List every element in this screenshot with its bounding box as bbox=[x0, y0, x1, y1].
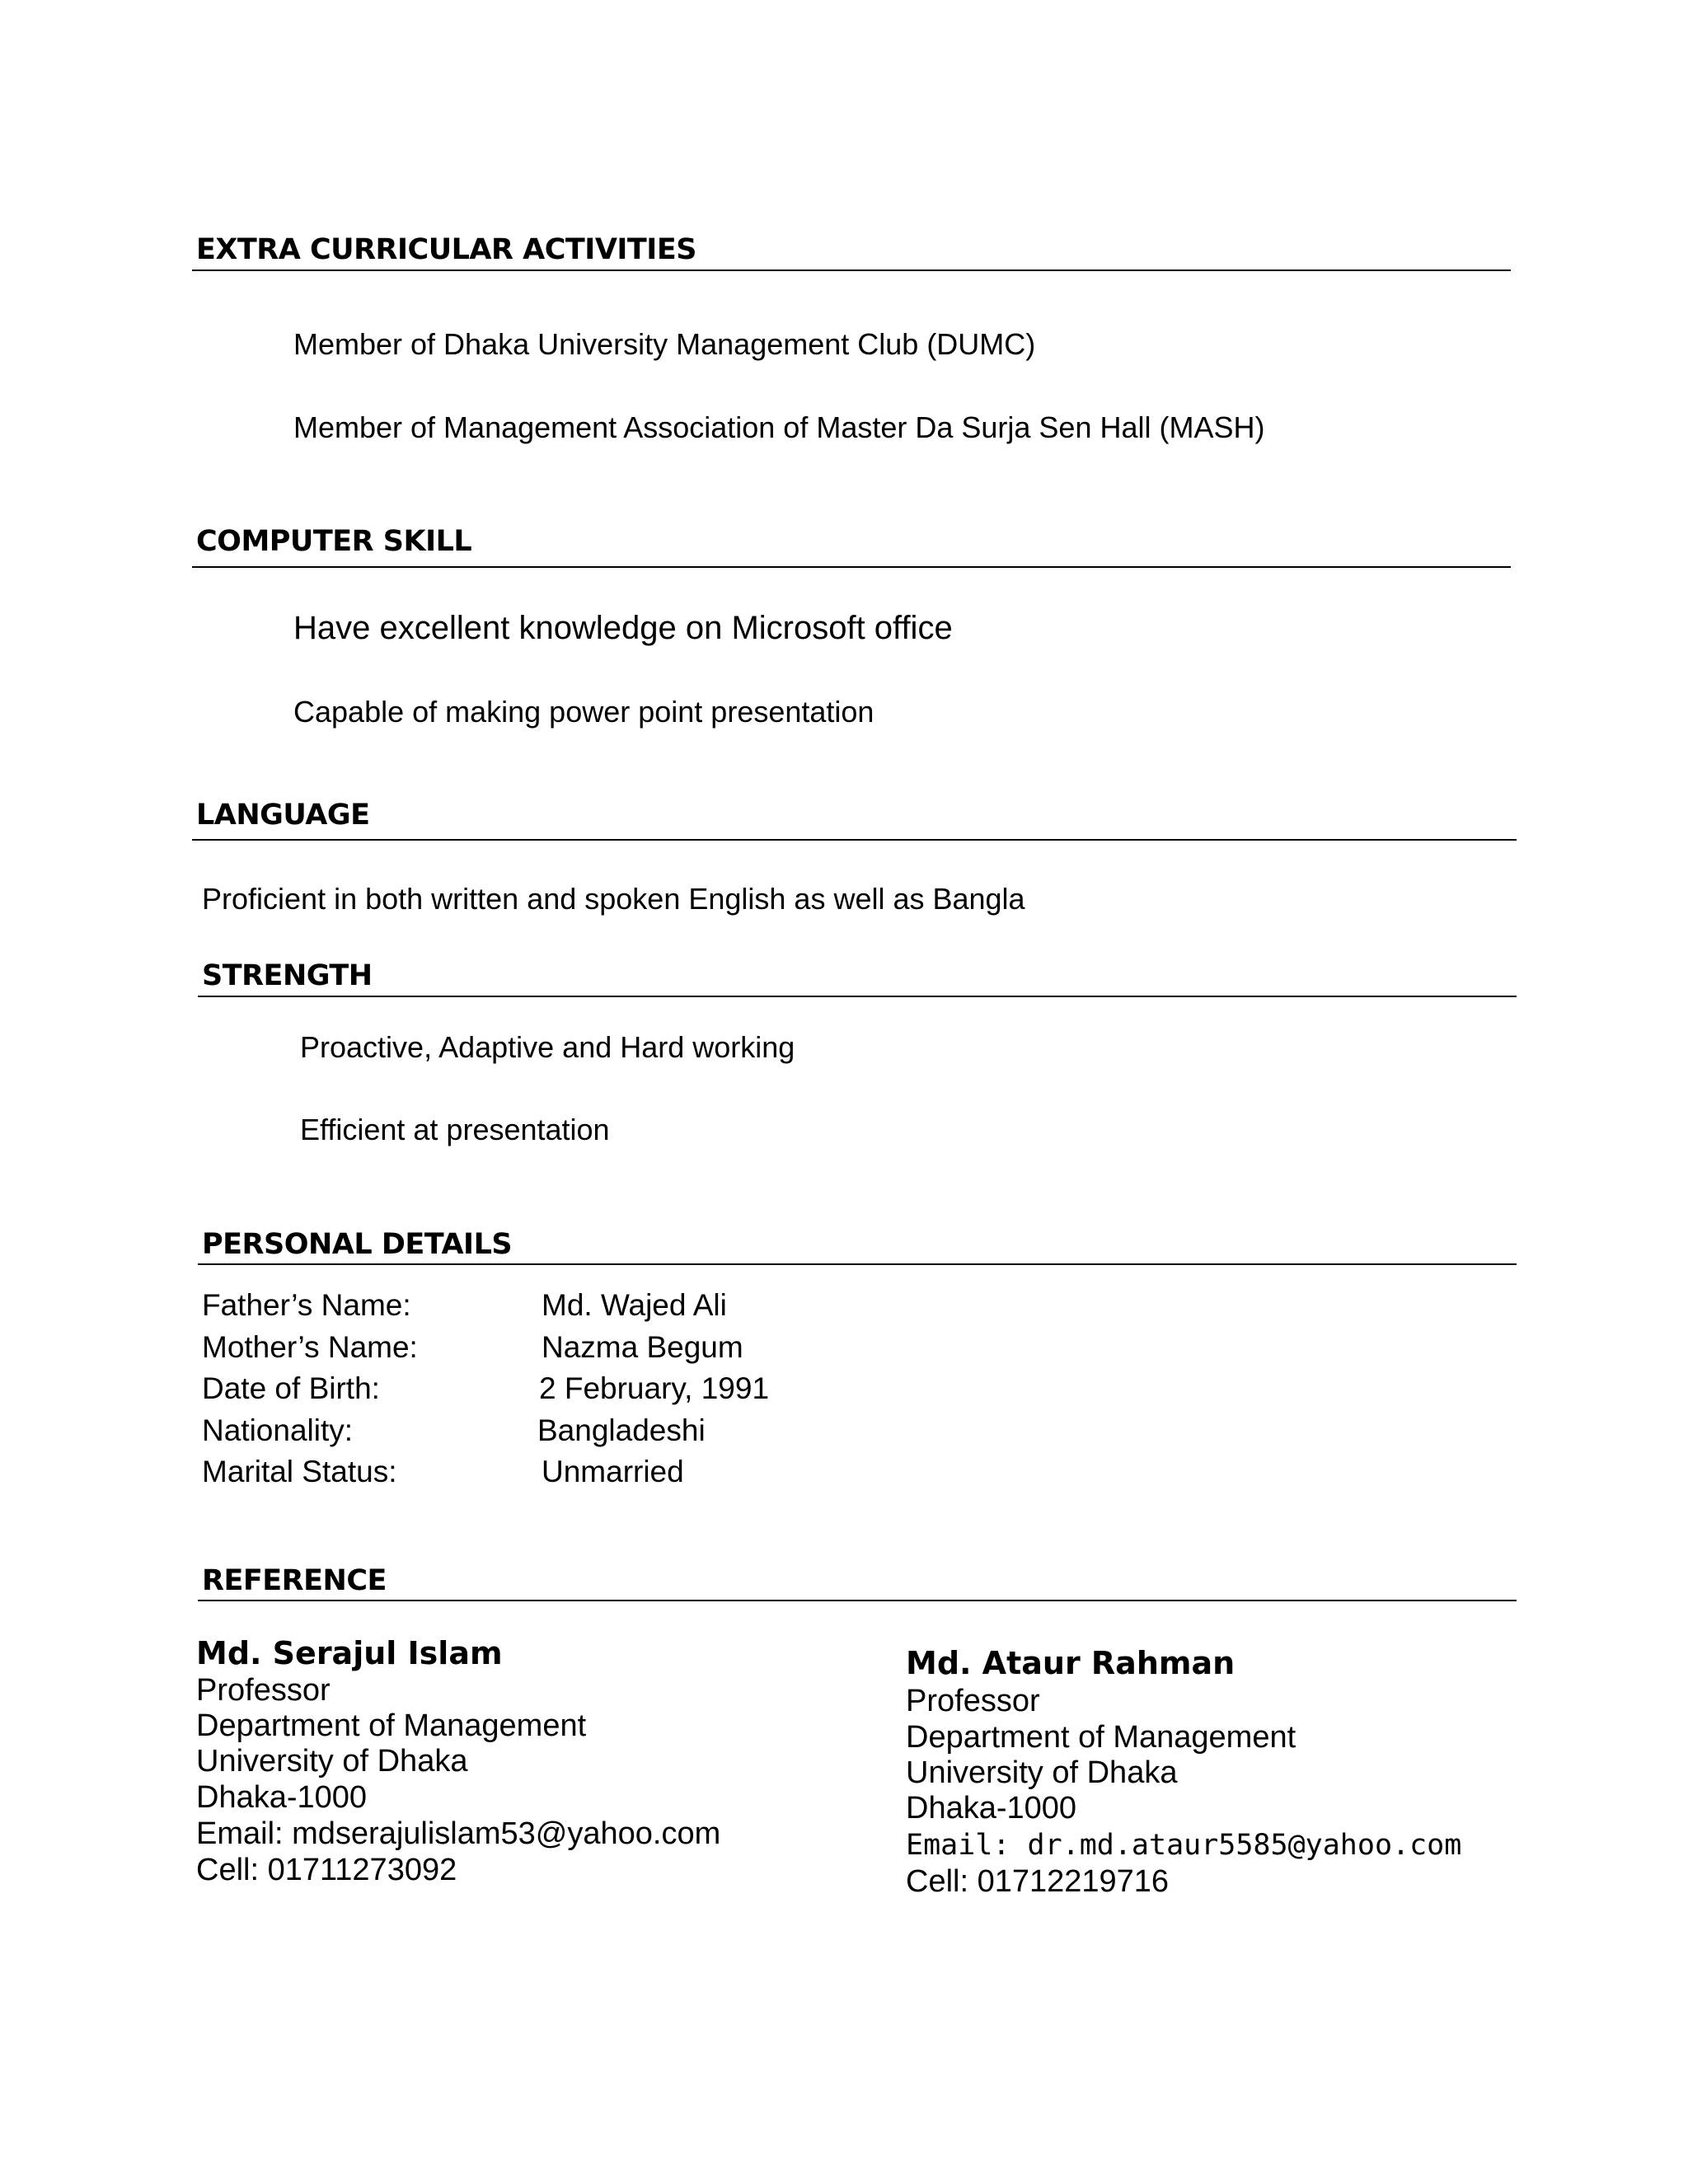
reference-department: Department of Management bbox=[906, 1720, 1296, 1755]
marital-status-label: Marital Status: bbox=[202, 1455, 397, 1488]
strength-item: Efficient at presentation bbox=[300, 1113, 610, 1146]
date-of-birth-label: Date of Birth: bbox=[202, 1371, 380, 1405]
extra-curricular-item: Member of Management Association of Master Da Surja Sen Hall (MASH) bbox=[293, 410, 1265, 444]
reference-city: Dhaka-1000 bbox=[196, 1780, 368, 1815]
reference-heading: REFERENCE bbox=[202, 1564, 387, 1597]
reference-city: Dhaka-1000 bbox=[906, 1791, 1077, 1825]
section-divider bbox=[198, 1263, 1517, 1265]
date-of-birth-value: 2 February, 1991 bbox=[539, 1371, 770, 1405]
reference-email: Email: dr.md.ataur5585@yahoo.com bbox=[906, 1829, 1462, 1862]
reference-university: University of Dhaka bbox=[196, 1744, 468, 1779]
section-divider bbox=[192, 269, 1511, 271]
reference-title: Professor bbox=[196, 1673, 331, 1708]
nationality-label: Nationality: bbox=[202, 1413, 354, 1447]
section-divider bbox=[198, 996, 1517, 997]
section-divider bbox=[192, 839, 1517, 841]
computer-skill-heading: COMPUTER SKILL bbox=[196, 525, 472, 558]
reference-department: Department of Management bbox=[196, 1708, 587, 1743]
reference-cell: Cell: 01712219716 bbox=[906, 1864, 1170, 1899]
extra-curricular-item: Member of Dhaka University Management Club (DUMC) bbox=[293, 327, 1036, 361]
reference-name: Md. Serajul Islam bbox=[196, 1635, 503, 1671]
marital-status-value: Unmarried bbox=[542, 1455, 684, 1488]
fathers-name-label: Father’s Name: bbox=[202, 1288, 411, 1322]
strength-item: Proactive, Adaptive and Hard working bbox=[300, 1030, 795, 1064]
personal-details-heading: PERSONAL DETAILS bbox=[202, 1228, 513, 1261]
mothers-name-value: Nazma Begum bbox=[542, 1330, 743, 1364]
extra-curricular-heading: EXTRA CURRICULAR ACTIVITIES bbox=[196, 233, 696, 266]
strength-heading: STRENGTH bbox=[202, 959, 373, 992]
mothers-name-label: Mother’s Name: bbox=[202, 1330, 418, 1364]
fathers-name-value: Md. Wajed Ali bbox=[542, 1288, 727, 1322]
language-text: Proficient in both written and spoken English as well as Bangla bbox=[202, 882, 1025, 916]
computer-skill-item: Have excellent knowledge on Microsoft office bbox=[293, 610, 953, 646]
nationality-value: Bangladeshi bbox=[537, 1413, 706, 1447]
language-heading: LANGUAGE bbox=[196, 799, 370, 832]
section-divider bbox=[198, 1600, 1517, 1601]
reference-title: Professor bbox=[906, 1684, 1040, 1718]
reference-name: Md. Ataur Rahman bbox=[906, 1645, 1236, 1681]
section-divider bbox=[192, 566, 1511, 568]
reference-email: Email: mdserajulislam53@yahoo.com bbox=[196, 1816, 721, 1851]
reference-university: University of Dhaka bbox=[906, 1755, 1178, 1790]
reference-cell: Cell: 01711273092 bbox=[196, 1853, 457, 1887]
computer-skill-item: Capable of making power point presentation bbox=[293, 695, 874, 729]
